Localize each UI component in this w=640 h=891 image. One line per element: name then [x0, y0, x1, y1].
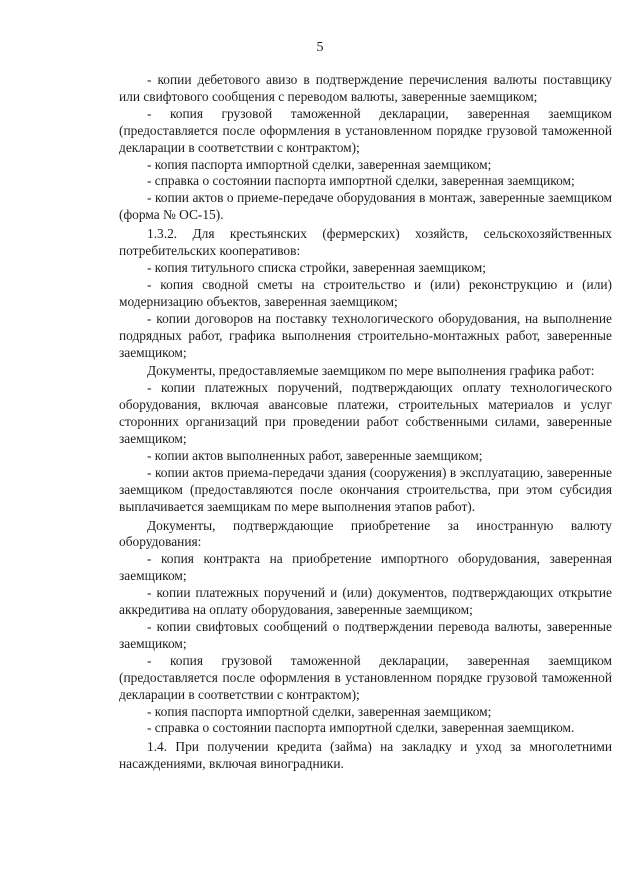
paragraph: - справка о состоянии паспорта импортной сделки, заверенная заемщиком. — [147, 720, 575, 736]
paragraph: - копия контракта на приобретение импортного оборудования, заверенная заемщиком; — [119, 551, 612, 584]
paragraph: - копия титульного списка стройки, заверенная заемщиком; — [147, 259, 486, 275]
paragraph: - справка о состоянии паспорта импортной сделки, заверенная заемщиком; — [147, 173, 575, 189]
paragraph: - копии дебетового авизо в подтверждение перечисления валюты поставщику или свифтового сообщения с переводом валюты, заверенные заемщиком; — [119, 72, 612, 104]
paragraph: - копии актов о приеме-передаче оборудования в монтаж, заверенные заемщиком (форма № ОС-15). — [119, 190, 612, 223]
paragraph: - копии актов приема-передачи здания (сооружения) в эксплуатацию, заверенные заемщиком (предоставляются после окончания строительства, при этом субсидия выплачивается заемщикам по мере выполнения этапов работ). — [119, 464, 612, 514]
document-body — [119, 72, 612, 773]
paragraph: - копии актов выполненных работ, заверенные заемщиком; — [147, 447, 483, 463]
paragraph: - копии платежных поручений и (или) документов, подтверждающих открытие аккредитива на оплату оборудования, заверенные заемщиком; — [119, 585, 612, 618]
paragraph: - копия грузовой таможенной декларации, заверенная заемщиком (предоставляется после оформления в установленном порядке грузовой таможенной декларации в соответствии с контрактом); — [119, 652, 612, 702]
section-heading: 1.3.2. Для крестьянских (фермерских) хозяйств, сельскохозяйственных потребительских кооперативов: — [119, 226, 612, 259]
paragraph: - копия паспорта импортной сделки, заверенная заемщиком; — [147, 156, 492, 172]
paragraph: Документы, предоставляемые заемщиком по мере выполнения графика работ: — [147, 363, 595, 379]
section-heading: 1.4. При получении кредита (займа) на закладку и уход за многолетними насаждениями, включая виноградники. — [119, 739, 612, 772]
paragraph: Документы, подтверждающие приобретение за иностранную валюту оборудования: — [119, 517, 612, 550]
paragraph: - копии договоров на поставку технологического оборудования, на выполнение подрядных работ, графика выполнения строительно-монтажных работ, заверенные заемщиком; — [119, 310, 612, 360]
paragraph: - копия грузовой таможенной декларации, заверенная заемщиком (предоставляется после оформления в установленном порядке грузовой таможенной декларации в соответствии с контрактом); — [119, 105, 612, 155]
paragraph: - копия паспорта импортной сделки, заверенная заемщиком; — [147, 703, 492, 719]
paragraph: - копии свифтовых сообщений о подтверждении перевода валюты, заверенные заемщиком; — [119, 619, 612, 651]
paragraph: - копия сводной сметы на строительство и (или) реконструкцию и (или) модернизацию объектов, заверенная заемщиком; — [119, 276, 612, 309]
page-number: 5 — [316, 40, 324, 55]
paragraph: - копии платежных поручений, подтверждающих оплату технологического оборудования, включая авансовые платежи, строительных материалов и услуг сторонних организаций при проведении работ собственными силами, заверенные заемщиком; — [119, 380, 612, 447]
